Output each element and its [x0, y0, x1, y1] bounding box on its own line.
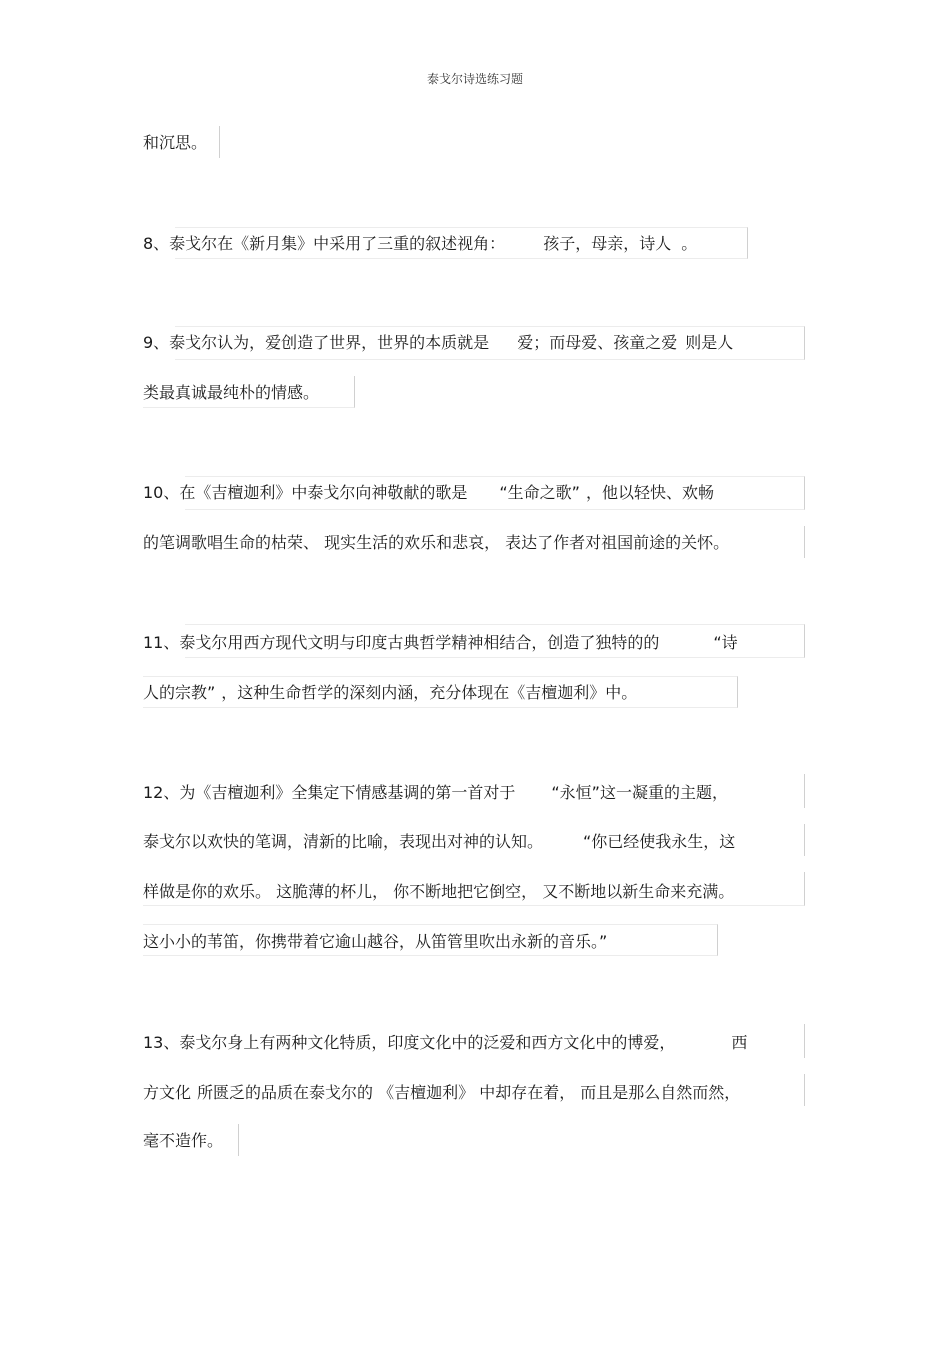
- q9-text: 9、泰戈尔认为，爱创造了世界，世界的本质就是: [143, 333, 490, 352]
- q12-quote-start: “你已经使我永生，这: [583, 832, 736, 851]
- q9-text2: ；而: [533, 333, 566, 352]
- q11-text: 11、泰戈尔用西方现代文明与印度古典哲学精神相结合，创造了独特的的: [143, 633, 660, 652]
- question-12-line4: 这小小的苇笛，你携带着它逾山越谷，从笛管里吹出永新的音乐。”: [143, 932, 608, 951]
- q13-text: 13、泰戈尔身上有两种文化特质，印度文化中的泛爱和西方文化中的博爱，: [143, 1033, 676, 1052]
- q9-answer1: 爱: [517, 333, 534, 352]
- q13-answer-a: 西: [731, 1033, 748, 1052]
- question-12-line3: 样做是你的欢乐。 这脆薄的杯儿， 你不断地把它倒空， 又不断地以新生命来充满。: [143, 882, 735, 901]
- page-header: 泰戈尔诗选练习题: [426, 72, 523, 86]
- question-9-line2: 类最真诚最纯朴的情感。: [143, 383, 320, 402]
- q9-text3: 则是人: [685, 333, 734, 352]
- q11-answer-a: “诗: [713, 633, 738, 652]
- q10-text: 10、在《吉檀迦利》中泰戈尔向神敬献的歌是: [143, 483, 468, 502]
- q11-text2: ，这种生命哲学的深刻内涵，充分体现在《吉檀迦利》中。: [221, 683, 638, 702]
- q8-answer: 孩子，母亲，诗人: [543, 234, 672, 253]
- question-10-line2: 的笔调歌唱生命的枯荣、 现实生活的欢乐和悲哀， 表达了作者对祖国前途的关怀。: [143, 533, 730, 552]
- question-13-line2: [143, 1083, 740, 1103]
- q13-answer-b: 方文化: [143, 1083, 192, 1102]
- q12-text3: 泰戈尔以欢快的笔调，清新的比喻，表现出对神的认知。: [143, 832, 544, 851]
- question-10-line1: [143, 483, 714, 503]
- q7-tail: 和沉思。: [143, 133, 208, 152]
- q13-text2: 所匮乏的品质在泰戈尔的 《吉檀迦利》 中却存在着， 而且是那么自然而然，: [197, 1083, 741, 1102]
- question-11-line1: [143, 633, 738, 653]
- q8-end: 。: [681, 234, 698, 253]
- q12-text: 12、为《吉檀迦利》全集定下情感基调的第一首对于: [143, 783, 516, 802]
- q10-text2: ，他以轻快、欢畅: [585, 483, 714, 502]
- question-12-line1: [143, 783, 728, 803]
- question-13-line3: 毫不造作。: [143, 1131, 224, 1150]
- question-8: [143, 234, 697, 254]
- q10-answer: “生命之歌”: [499, 483, 580, 502]
- question-13-line1: [143, 1033, 747, 1053]
- q11-answer-b: 人的宗教”: [143, 683, 216, 702]
- q12-answer: “永恒”: [551, 783, 600, 802]
- q8-text: 8、泰戈尔在《新月集》中采用了三重的叙述视角：: [143, 234, 506, 253]
- question-9-line1: [143, 333, 733, 353]
- question-11-line2: [143, 683, 637, 703]
- q9-answer2: 母爱、孩童之爱: [565, 333, 678, 352]
- question-12-line2: [143, 832, 735, 852]
- q12-text2: 这一凝重的主题，: [599, 783, 728, 802]
